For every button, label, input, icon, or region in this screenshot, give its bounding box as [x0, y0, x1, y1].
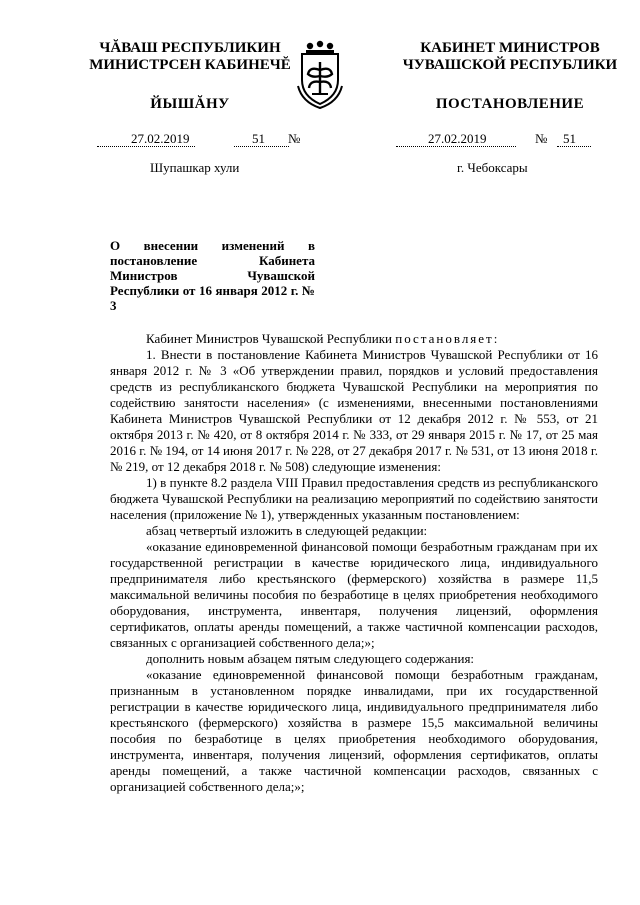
- number-right-sign: №: [535, 131, 548, 146]
- number-right-value: 51: [563, 131, 576, 146]
- place-chuvash: Шупашкар хули: [150, 160, 240, 175]
- paragraph-2: 1) в пункте 8.2 раздела VIII Правил предоставления средств из республиканского бюджета Чувашской Республики на реализацию мероприятий по содействию занятости населения (приложение № 1), утвержденных указанным постановлением:: [110, 475, 598, 522]
- header-chuvash: [70, 40, 310, 113]
- paragraph-6: «оказание единовременной финансовой помощи безработным гражданам, признанным в установленном порядке инвалидами, при их государственной регистрации в качестве юридического лица, индивидуального предпринимателя либо крестьянского (фермерского) хозяйства в размере 15,5 максимальной величины пособия по безработице в целях приобретения необходимого оборудования, инструмента, инвентаря, получения лицензий, оформления сертификатов, оплаты аренды помещений, а также частичной компенсации расходов, связанных с организацией собственного дела;»;: [110, 667, 598, 794]
- chuvash-coat-of-arms-icon: [296, 40, 344, 110]
- opening-verb: постановляет:: [395, 331, 500, 346]
- header-left-line1: ЧĂВАШ РЕСПУБЛИКИН: [99, 40, 281, 56]
- opening-paragraph: [110, 331, 598, 347]
- header-right-line2: ЧУВАШСКОЙ РЕСПУБЛИКИ: [402, 57, 618, 73]
- paragraph-1: 1. Внести в постановление Кабинета Министров Чувашской Республики от 16 января 2012 г. № 3 «Об утверждении правил, порядков и условий предоставления средств из республиканского бюджета Чувашской Республики на мероприятия по содействию занятости населения» (с изменениями, внесенными постановлениями Кабинета Министров Чувашской Республики от 12 декабря 2012 г. № 553, от 21 октября 2013 г. № 420, от 8 октября 2014 г. № 333, от 29 января 2015 г. № 17, от 25 мая 2016 г. № 194, от 14 июня 2017 г. № 228, от 27 декабря 2017 г. № 531, от 13 июня 2018 г. № 219, от 12 декабря 2018 г. № 508) следующие изменения:: [110, 347, 598, 474]
- header-right-line1: КАБИНЕТ МИНИСТРОВ: [420, 40, 600, 56]
- date-left-value: 27.02.2019: [131, 131, 190, 146]
- date-number-left: [97, 132, 307, 148]
- document-body: [110, 331, 598, 795]
- paragraph-4: «оказание единовременной финансовой помощи безработным гражданам при их государственной регистрации в качестве юридического лица, индивидуального предпринимателя либо крестьянского (фермерского) хозяйства в размере 11,5 максимальной величины пособия по безработице в целях приобретения необходимого оборудования, инструмента, инвентаря, получения лицензий, оформления сертификатов, оплаты аренды помещений, а также частичной компенсации расходов, связанных с организацией собственного дела;»;: [110, 539, 598, 650]
- header-left-line2: МИНИСТРСЕН КАБИНЕЧĔ: [89, 57, 291, 73]
- document-title: О внесении изменений в постановление Кабинета Министров Чувашской Республики от 16 января 2012 г. № 3: [110, 238, 315, 313]
- header-russian: [390, 40, 630, 113]
- number-left-value: 51: [252, 131, 265, 146]
- date-right-value: 27.02.2019: [428, 131, 487, 146]
- place-russian: г. Чебоксары: [457, 160, 528, 175]
- opening-text: Кабинет Министров Чувашской Республики: [146, 331, 392, 346]
- header-left-doc-type: ЙЫШĂНУ: [150, 96, 230, 112]
- paragraph-3: абзац четвертый изложить в следующей редакции:: [146, 523, 428, 538]
- header-right-doc-type: ПОСТАНОВЛЕНИЕ: [435, 96, 585, 112]
- paragraph-5: дополнить новым абзацем пятым следующего содержания:: [146, 651, 475, 666]
- date-number-right: [396, 132, 596, 148]
- number-left-sign: №: [288, 131, 301, 146]
